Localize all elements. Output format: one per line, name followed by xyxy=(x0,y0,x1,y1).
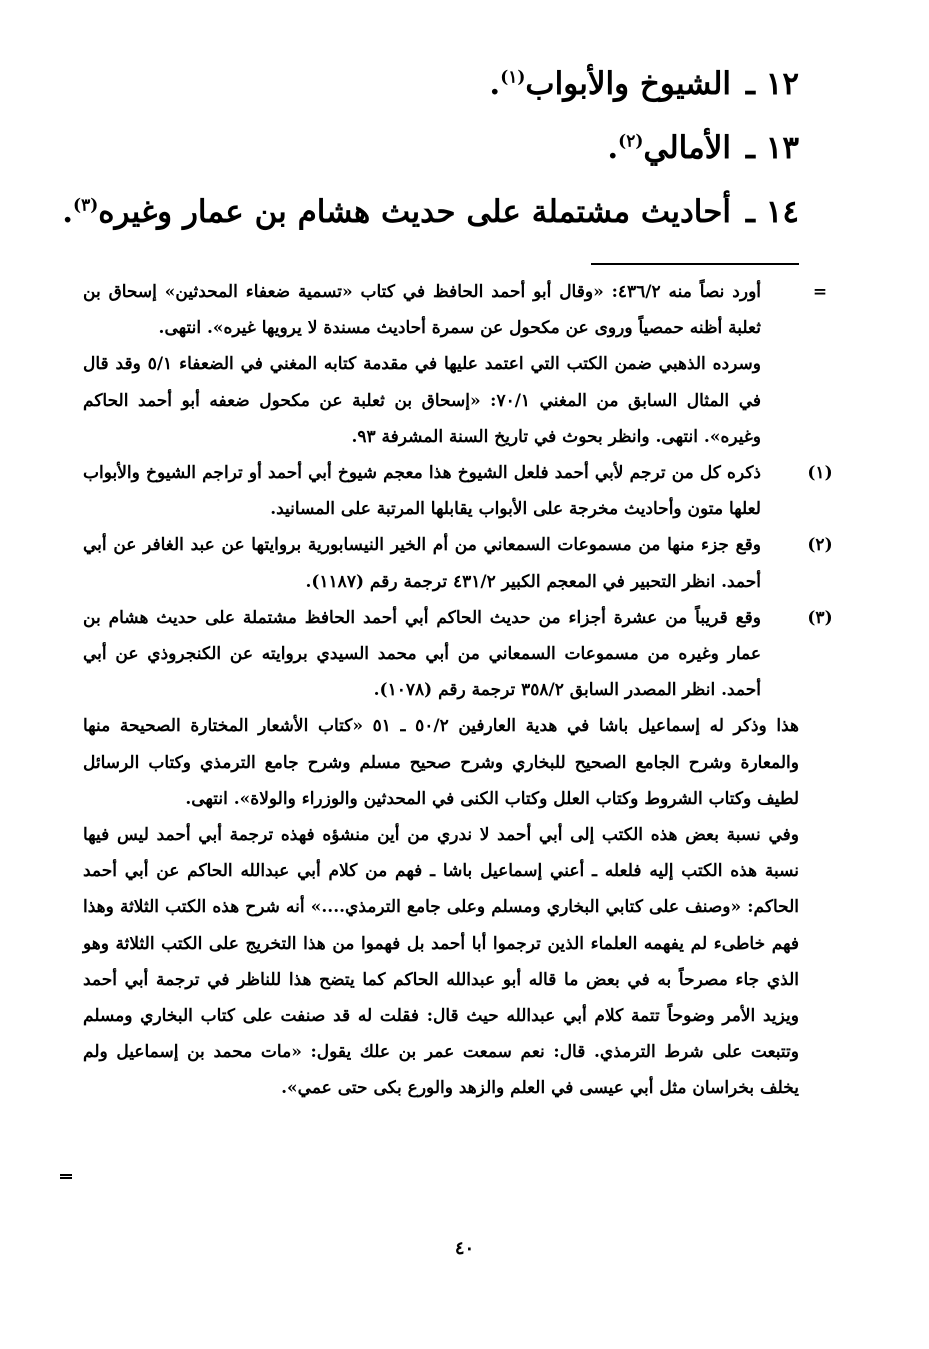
footnote-paragraph: وسرده الذهبي ضمن الكتب التي اعتمد عليها في مقدمة كتابه المغني في الضعفاء ٥/١ وقد قال في المثال السابق من المغني ٧٠/١: «إسحاق بن ثعلبة عن مكحول ضعفه أبو أحمد الحاكم وغيره». انتهى. وانظر بحوث في تاريخ السنة المشرفة ٩٣. xyxy=(83,354,761,447)
footnote-paragraph: ذكره كل من ترجم لأبي أحمد فلعل الشيوخ هذا معجم شيوخ أبي أحمد أو تراجم الشيوخ والأبواب لعلها متون وأحاديث مخرجة على الأبواب يقابلها المرتبة على المسانيد. xyxy=(83,463,761,520)
footnote-1 xyxy=(83,455,833,527)
work-item xyxy=(239,116,799,180)
footnote-number: (١) xyxy=(807,463,833,484)
work-title: الأمالي xyxy=(643,130,732,166)
footnote-3 xyxy=(83,600,833,709)
work-item xyxy=(62,180,799,244)
work-number: ١٤ ـ xyxy=(745,194,799,230)
numbered-works-list xyxy=(62,52,799,244)
footnote-ref[interactable]: (٢) xyxy=(618,131,644,152)
continuation-mark xyxy=(60,1174,72,1179)
footnote-ref[interactable]: (٣) xyxy=(73,195,99,216)
footnote-paragraph: وقع قريباً من عشرة أجزاء من حديث الحاكم أبي أحمد الحافظ مشتملة على حديث هشام بن عمار وغيره من مسموعات السمعاني من أبي محمد السيدي بروايته عن الكنجروذي عن أبي أحمد. انظر المصدر السابق ٣٥٨/٢ ترجمة رقم (١٠٧٨). xyxy=(83,607,761,701)
footnote-2 xyxy=(83,527,833,599)
work-item xyxy=(239,52,799,116)
footnote-paragraph: هذا وذكر له إسماعيل باشا في هدية العارفين ٥٠/٢ ـ ٥١ «كتاب الأشعار المختارة الصحيحة منها والمعارة وشرح الجامع الصحيح للبخاري وشرح صحيح مسلم وشرح جامع الترمذي وكتاب الرسائل لطيف وكتاب الشروط وكتاب العلل وكتاب الكنى في المحدثين والوزراء والولاة». انتهى. xyxy=(83,716,799,809)
period: . xyxy=(607,130,619,166)
footnote-separator xyxy=(591,263,799,265)
work-number: ١٢ ـ xyxy=(745,66,799,102)
footnote-continued xyxy=(83,274,828,455)
page-number: ٤٠ xyxy=(454,1238,475,1259)
footnotes xyxy=(83,274,833,1107)
footnote-paragraph: وقع جزء منها من مسموعات السمعاني من أم الخير النيسابورية بروايتها عن عبد الغافر عن أبي أحمد. انظر التحبير في المعجم الكبير ٤٣١/٢ ترجمة رقم (١١٨٧). xyxy=(83,535,761,592)
work-number: ١٣ ـ xyxy=(745,130,799,166)
footnote-ref[interactable]: (١) xyxy=(500,67,526,88)
work-title: الشيوخ والأبواب xyxy=(525,66,732,102)
footnote-paragraph: وفي نسبة بعض هذه الكتب إلى أبي أحمد لا ندري من أين منشؤه فهذه ترجمة أبي أحمد ليس فيها نسبة هذه الكتب إليه فلعله ـ أعني إسماعيل باشا ـ فهم من كلام أبي عبدالله الحاكم عن أبي أحمد الحاكم: «وصنف على كتابي البخاري ومسلم وعلى جامع الترمذي....» أنه شرح هذه الكتب الثلاثة وهذا فهم خاطىء لم يفهمه العلماء الذين ترجموا أبا أحمد بل فهموا من هذا التخريج على الكتب الثلاثة وهو الذي جاء مصرحاً به في بعض ما قاله أبو عبدالله الحاكم كما يتضح هذا للناظر في ترجمة أبي أحمد ويزيد الأمر وضوحاً تتمة كلام أبي عبدالله حيث قال: فقلت له قد صنفت على كتاب البخاري ومسلم وتتبعت على شرط الترمذي. قال: نعم سمعت عمر بن علك يقول: «مات محمد بن إسماعيل ولم يخلف بخراسان مثل أبي عيسى في العلم والزهد والورع بكى حتى عمي». xyxy=(83,825,799,1099)
period: . xyxy=(489,66,501,102)
footnote-addendum xyxy=(83,708,799,1106)
continuation-marker: = xyxy=(812,282,828,302)
footnote-number: (٣) xyxy=(807,607,833,628)
footnote-number: (٢) xyxy=(807,535,833,556)
period: . xyxy=(62,194,74,230)
footnote-paragraph: أورد نصاً منه ٤٣٦/٢: «وقال أبو أحمد الحافظ في كتاب «تسمية ضعفاء المحدثين» إسحاق بن ثعلبة أظنه حمصياً وروى عن مكحول عن سمرة أحاديث مسندة لا يرويها غيره». انتهى. xyxy=(83,282,762,339)
work-title: أحاديث مشتملة على حديث هشام بن عمار وغيره xyxy=(98,194,732,230)
